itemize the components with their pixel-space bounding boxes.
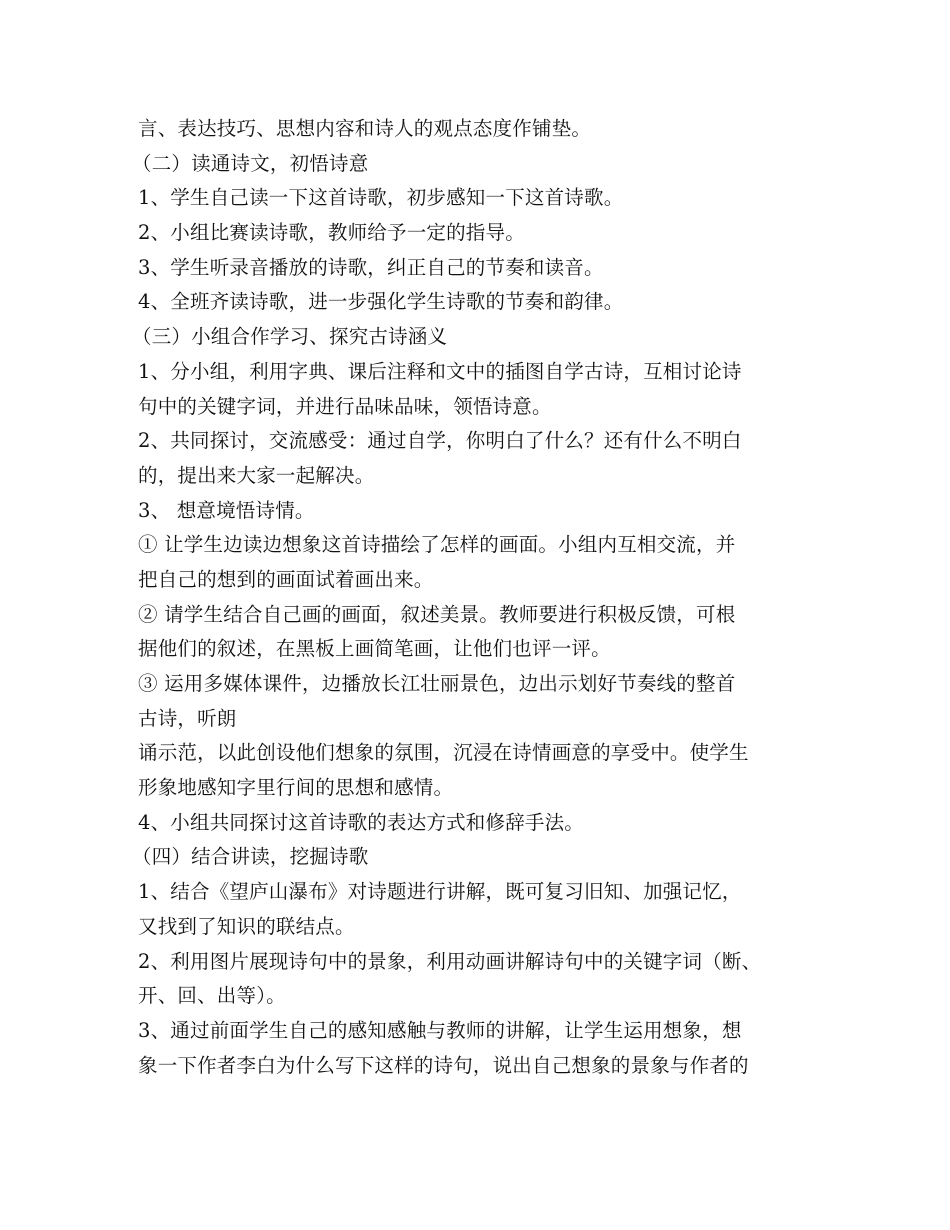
text-line: 言、表达技巧、思想内容和诗人的观点态度作铺垫。 — [138, 117, 592, 140]
text-line: 4、全班齐读诗歌，进一步强化学生诗歌的节奏和韵律。 — [138, 290, 624, 314]
section-heading: （三）小组合作学习、探究古诗涵义 — [132, 325, 448, 349]
text-line: ② 请学生结合自己画的画面，叙述美景。教师要进行积极反馈，可根 — [138, 602, 736, 626]
text-line: 形象地感知字里行间的思想和感情。 — [138, 776, 454, 800]
text-line: 4、小组共同探讨这首诗歌的表达方式和修辞手法。 — [138, 810, 585, 834]
text-line: 开、回、出等）。 — [138, 984, 286, 1008]
text-line: 据他们的叙述，在黑板上画简笔画，让他们也评一评。 — [138, 637, 611, 661]
section-heading: （四）结合讲读，挖掘诗歌 — [132, 845, 369, 869]
text-line: ① 让学生边读边想象这首诗描绘了怎样的画面。小组内互相交流，并 — [138, 533, 736, 557]
text-line: 又找到了知识的联结点。 — [138, 914, 355, 938]
text-line: 2、小组比赛读诗歌，教师给予一定的指导。 — [138, 221, 525, 245]
text-line: 象一下作者李白为什么写下这样的诗句，说出自己想象的景象与作者的 — [138, 1053, 749, 1077]
text-line: 的，提出来大家一起解决。 — [138, 463, 375, 487]
text-line: 3、学生听录音播放的诗歌，纠正自己的节奏和读音。 — [138, 255, 604, 279]
text-line: 2、共同探讨，交流感受：通过自学，你明白了什么？还有什么不明白 — [138, 429, 742, 453]
text-line: 2、利用图片展现诗句中的景象，利用动画讲解诗句中的关键字词（断、 — [138, 949, 762, 973]
text-line: 1、学生自己读一下这首诗歌，初步感知一下这首诗歌。 — [138, 186, 624, 210]
section-heading: （二）读通诗文，初悟诗意 — [132, 151, 369, 175]
text-line: 3、通过前面学生自己的感知感触与教师的讲解，让学生运用想象，想 — [138, 1018, 742, 1042]
text-line: 诵示范，以此创设他们想象的氛围，沉浸在诗情画意的享受中。使学生 — [138, 741, 749, 765]
text-line: 1、分小组，利用字典、课后注释和文中的插图自学古诗，互相讨论诗 — [138, 359, 742, 383]
text-line: 1、结合《望庐山瀑布》对诗题进行讲解，既可复习旧知、加强记忆， — [138, 880, 742, 904]
text-line: 3、 想意境悟诗情。 — [138, 498, 315, 522]
text-line: 句中的关键字词，并进行品味品味，领悟诗意。 — [138, 394, 552, 418]
document-body — [132, 112, 828, 1083]
text-line: 古诗，听朗 — [138, 706, 237, 730]
text-line: ③ 运用多媒体课件，边播放长江壮丽景色，边出示划好节奏线的整首 — [138, 672, 736, 695]
text-line: 把自己的想到的画面试着画出来。 — [138, 567, 434, 591]
